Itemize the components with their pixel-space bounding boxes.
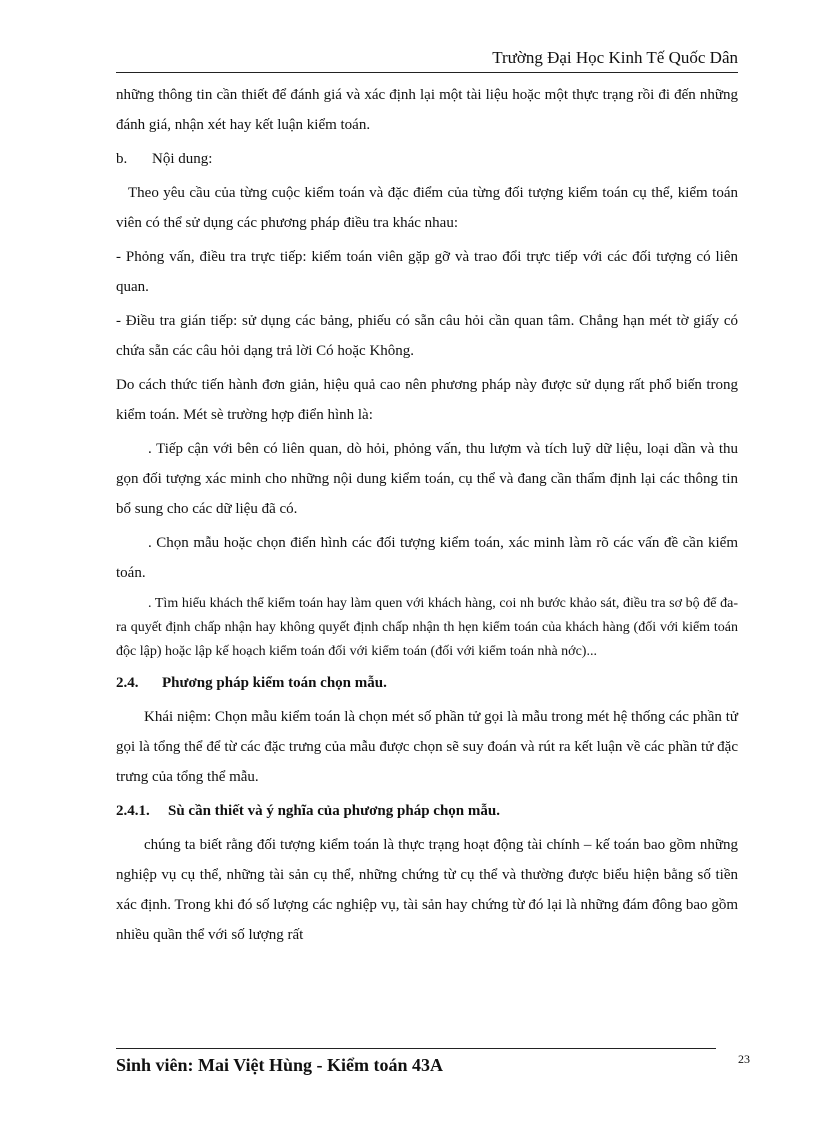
paragraph-definition: Khái niệm: Chọn mẫu kiểm toán là chọn mét số phần tử gọi là mẫu trong mét hệ thống các phần tử gọi là tổng thể để từ các đặc trưng của mẫu được chọn sẽ suy đoán và rút ra kết luận về các phần tử đặc trưng của tổng thể mẫu.: [116, 709, 738, 785]
bullet-direct-interview: - Phỏng vấn, điều tra trực tiếp: kiểm toán viên gặp gỡ và trao đổi trực tiếp với các đối tượng có liên quan.: [116, 249, 738, 295]
heading-number: 2.4.1.: [116, 803, 150, 819]
section-heading-2-4-1: [116, 796, 738, 826]
footer-rule: [116, 1048, 716, 1049]
section-b-title: Nội dung:: [152, 151, 213, 167]
item-client-research: . Tìm hiểu khách thể kiểm toán hay làm quen với khách hàng, coi nh bước khảo sát, điều tra sơ bộ để đa ra quyết định chấp nhận hay không quyết định chấp nhận th hẹn kiểm toán của khách hàng (đối với kiểm toán độc lập) hoặc lập kế hoạch kiểm toán đối với kiểm toán (đối với kiểm toán nhà nớc)...: [116, 596, 738, 659]
bullet-indirect-survey: - Điều tra gián tiếp: sử dụng các bảng, phiếu có sẵn câu hỏi cần quan tâm. Chẳng hạn mét tờ giấy có chứa sẵn các câu hỏi dạng trả lời Có hoặc Không.: [116, 313, 738, 359]
paragraph-requirements: Theo yêu cầu của từng cuộc kiểm toán và đặc điểm của từng đối tượng kiểm toán cụ thể, kiểm toán viên có thể sử dụng các phương pháp điều tra khác nhau:: [116, 185, 738, 231]
heading-text: Sù cần thiết và ý nghĩa của phương pháp chọn mẫu.: [168, 803, 500, 819]
paragraph-necessity: chúng ta biết rằng đối tượng kiểm toán là thực trạng hoạt động tài chính – kế toán bao gồm những nghiệp vụ cụ thể, những tài sản cụ thể, những chứng từ cụ thể và thường được biểu hiện bằng số tiền xác định. Trong khi đó số lượng các nghiệp vụ, tài sản hay chứng từ đó lại là những đám đông bao gồm nhiều quần thể với số lượng rất: [116, 837, 738, 943]
header-title: Trường Đại Học Kinh Tế Quốc Dân: [492, 48, 738, 67]
section-heading-2-4: [116, 668, 738, 698]
section-b: [116, 144, 738, 174]
footer-student: Sinh viên: Mai Việt Hùng - Kiểm toán 43A: [116, 1055, 444, 1075]
item-sampling: . Chọn mẫu hoặc chọn điển hình các đối tượng kiểm toán, xác minh làm rõ các vấn đề cần kiểm toán.: [116, 535, 738, 581]
paragraph-intro: những thông tin cần thiết để đánh giá và xác định lại một tài liệu hoặc một thực trạng rồi đi đến những đánh giá, nhận xét hay kết luận kiểm toán.: [116, 87, 738, 133]
page-content: [116, 80, 738, 950]
page-number: 23: [738, 1052, 750, 1066]
section-b-label: b.: [116, 151, 128, 167]
heading-number: 2.4.: [116, 675, 139, 691]
heading-text: Phương pháp kiểm toán chọn mẫu.: [162, 675, 387, 691]
page-header: [116, 46, 738, 73]
item-approach: . Tiếp cận với bên có liên quan, dò hỏi, phỏng vấn, thu lượm và tích luỹ dữ liệu, loại dần và thu gọn đối tượng xác minh cho những nội dung kiểm toán, cụ thể và đang cần thẩm định lại các thông tin bổ sung cho các dữ liệu đã có.: [116, 441, 738, 517]
paragraph-common-use: Do cách thức tiến hành đơn giản, hiệu quả cao nên phương pháp này được sử dụng rất phổ biến trong kiểm toán. Mét sè trường hợp điển hình là:: [116, 377, 738, 423]
